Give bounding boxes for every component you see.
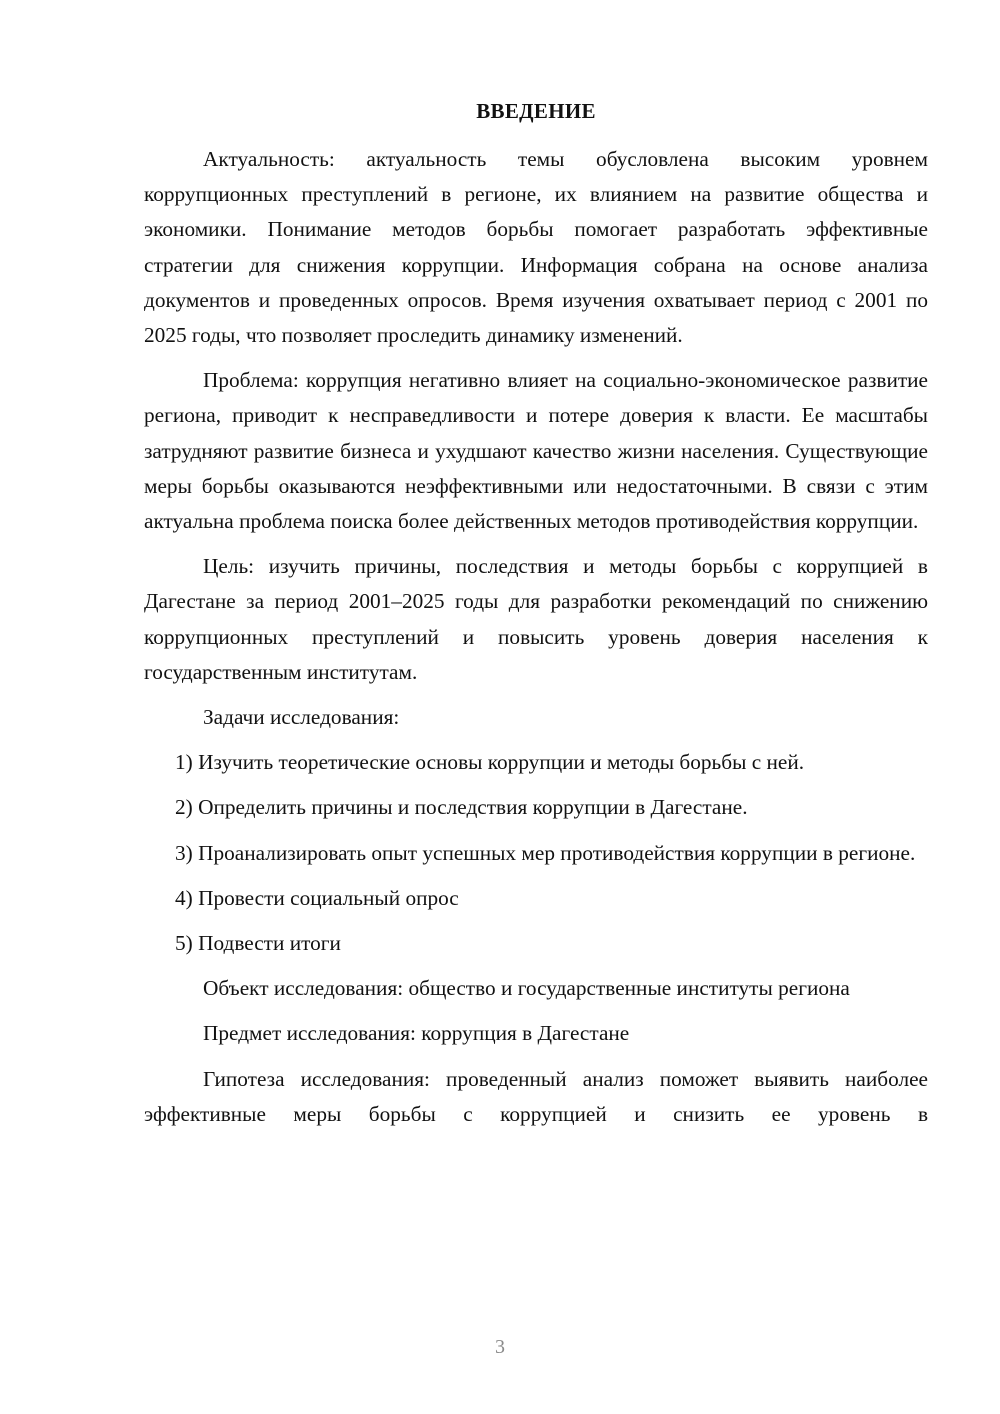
paragraph-hypothesis: Гипотеза исследования: проведенный анализ поможет выявить наиболее эффективные меры борьбы с коррупцией и снизить ее уровень в: [144, 1066, 928, 1126]
list-item-task-5: 5) Подвести итоги: [175, 931, 341, 956]
paragraph-goal: Цель: изучить причины, последствия и методы борьбы с коррупцией в Дагестане за период 2001–2025 годы для разработки рекомендаций по снижению коррупционных преступлений и повысить уровень доверия населения к государственным институтам.: [144, 554, 928, 684]
document-body: [144, 142, 928, 1142]
list-item-task-4: 4) Провести социальный опрос: [175, 885, 459, 910]
page-number: 3: [495, 1336, 505, 1358]
paragraph-object: Объект исследования: общество и государственные институты региона: [203, 976, 850, 1001]
paragraph-problem: Проблема: коррупция негативно влияет на социально-экономическое развитие региона, приводит к несправедливости и потере доверия к власти. Ее масштабы затрудняют развитие бизнеса и ухудшают качество жизни населения. Существующие меры борьбы оказываются неэффективными или недостаточными. В связи с этим актуальна проблема поиска более действенных методов противодействия коррупции.: [144, 368, 928, 534]
list-item-task-2: 2) Определить причины и последствия коррупции в Дагестане.: [175, 795, 748, 820]
paragraph-subject: Предмет исследования: коррупция в Дагестане: [203, 1021, 630, 1046]
list-item-task-3: 3) Проанализировать опыт успешных мер противодействия коррупции в регионе.: [175, 840, 916, 865]
list-item-task-1: 1) Изучить теоретические основы коррупции и методы борьбы с ней.: [175, 750, 805, 775]
paragraph-relevance: Актуальность: актуальность темы обусловлена высоким уровнем коррупционных преступлений в регионе, их влиянием на развитие общества и экономики. Понимание методов борьбы помогает разработать эффективные стратегии для снижения коррупции. Информация собрана на основе анализа документов и проведенных опросов. Время изучения охватывает период с 2001 по 2025 годы, что позволяет проследить динамику изменений.: [144, 147, 928, 348]
paragraph-tasks-heading: Задачи исследования:: [203, 705, 400, 730]
page-title: ВВЕДЕНИЕ: [476, 99, 596, 123]
